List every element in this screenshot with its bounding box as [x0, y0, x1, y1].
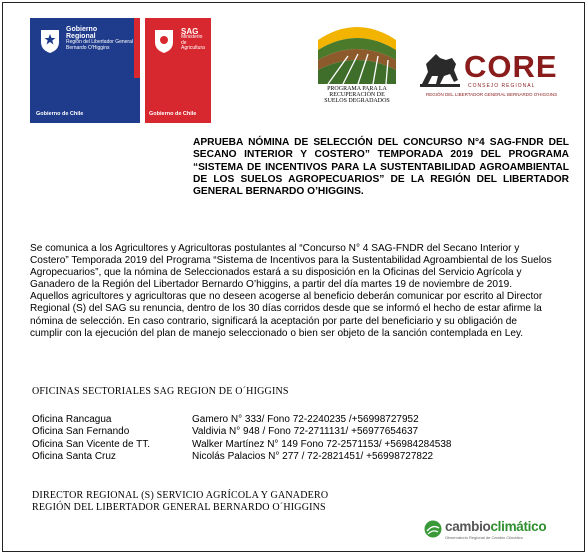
hills-emblem-icon — [318, 20, 396, 84]
director-line-2: REGIÓN DEL LIBERTADOR GENERAL BERNARDO O´HIGGINS — [32, 502, 326, 513]
office-info: Nicolás Palacios N° 277 / 72-2821451/ +56998727822 — [192, 451, 434, 463]
cambio-tagline: Observatorio Regional de Cambio Climático — [445, 535, 523, 540]
core-region: REGIÓN DEL LIBERTADOR GENERAL BERNARDO O'HIGGINS — [426, 92, 558, 97]
horse-rider-icon — [418, 50, 462, 90]
programa-logo-text: PROGRAMA PARA LA RECUPERACIÓN DE SUELOS DEGRADADOS — [324, 86, 390, 104]
notice-title: APRUEBA NÓMINA DE SELECCIÓN DEL CONCURSO N°4 SAG-FNDR DEL SECANO INTERIOR Y COSTERO” TEMPORADA 2019 DEL PROGRAMA “SISTEMA DE INCENTIVOS PARA LA SUSTENTABILIDAD AGROAMBIENTAL DE LOS SUELOS AGROPECUARIOS” DE LA REGIÓN DEL LIBERTADOR GENERAL BERNARDO O’HIGGINS. — [193, 137, 569, 198]
core-subtitle: CONSEJO REGIONAL — [468, 83, 536, 89]
cambio-climatico-logo — [424, 520, 564, 544]
logo-gobierno-footer: Gobierno de Chile — [36, 111, 84, 117]
logo-gobierno-subtitle: Región del Libertador General Bernardo O'Higgins — [66, 39, 133, 51]
coat-of-arms-icon — [38, 26, 62, 54]
offices-list — [32, 414, 451, 464]
director-line-1: DIRECTOR REGIONAL (S) SERVICIO AGRÍCOLA Y GANADERO — [32, 490, 329, 501]
office-name: Oficina San Fernando — [32, 426, 130, 438]
office-name: Oficina San Vicente de TT. — [32, 438, 151, 450]
offices-section-title: OFICINAS SECTORIALES SAG REGION DE O´HIGGINS — [32, 386, 289, 397]
gobierno-regional-logo — [30, 18, 140, 123]
notice-body: Se comunica a los Agricultores y Agricultoras postulantes al “Concurso N° 4 SAG-FNDR del Secano Interior y Costero” Temporada 2019 del Programa “Sistema de Incentivos para la Sustentabilidad Agroambiental de los Suelos Agropecuarios”, que la nómina de Seleccionados estará a su disposición en la Oficinas del Servicio Agrícola y Ganadero de la Región del Libertador Bernardo O’higgins, a partir del día martes 19 de noviembre de 2019. Aquellos agricultores y agricultoras que no deseen acogerse al beneficio deberán comunicar por escrito al Director Regional (S) del SAG su renuncia, dentro de los 30 días corridos desde que se informó el hecho de estar afirme la nómina de selección. En caso contrario, significará la aceptación por parte del beneficiario y su obligación de cumplir con la ejecución del plan de manejo seleccionado o bien ser objeto de la sanción contemplada en Ley. — [30, 243, 552, 339]
globe-leaf-icon — [424, 520, 442, 538]
sag-emblem-icon — [151, 26, 177, 54]
sag-logo — [145, 18, 211, 123]
office-row — [32, 414, 451, 426]
core-logo — [418, 50, 574, 106]
cambio-wordmark: cambioclimático — [445, 519, 547, 534]
office-info: Valdivia N° 948 / Fono 72-2711131/ +56977654637 — [192, 426, 419, 438]
office-info: Walker Martínez N° 149 Fono 72-2571153/ +56984284538 — [192, 438, 452, 450]
director-signature-block — [32, 490, 328, 514]
office-name: Oficina Rancagua — [32, 414, 112, 425]
office-row — [32, 439, 451, 451]
logo-sag-footer: Gobierno de Chile — [149, 111, 197, 117]
office-row — [32, 426, 451, 438]
programa-logo — [318, 20, 396, 122]
office-row — [32, 451, 451, 463]
office-name: Oficina Santa Cruz — [32, 451, 116, 463]
office-info: Gamero N° 333/ Fono 72-2240235 /+56998727952 — [192, 414, 419, 425]
logo-gobierno-title: Gobierno Regional — [66, 26, 98, 40]
core-wordmark: CORE — [464, 49, 558, 84]
logo-sag-title: SAG Ministerio de Agricultura — [181, 27, 205, 51]
